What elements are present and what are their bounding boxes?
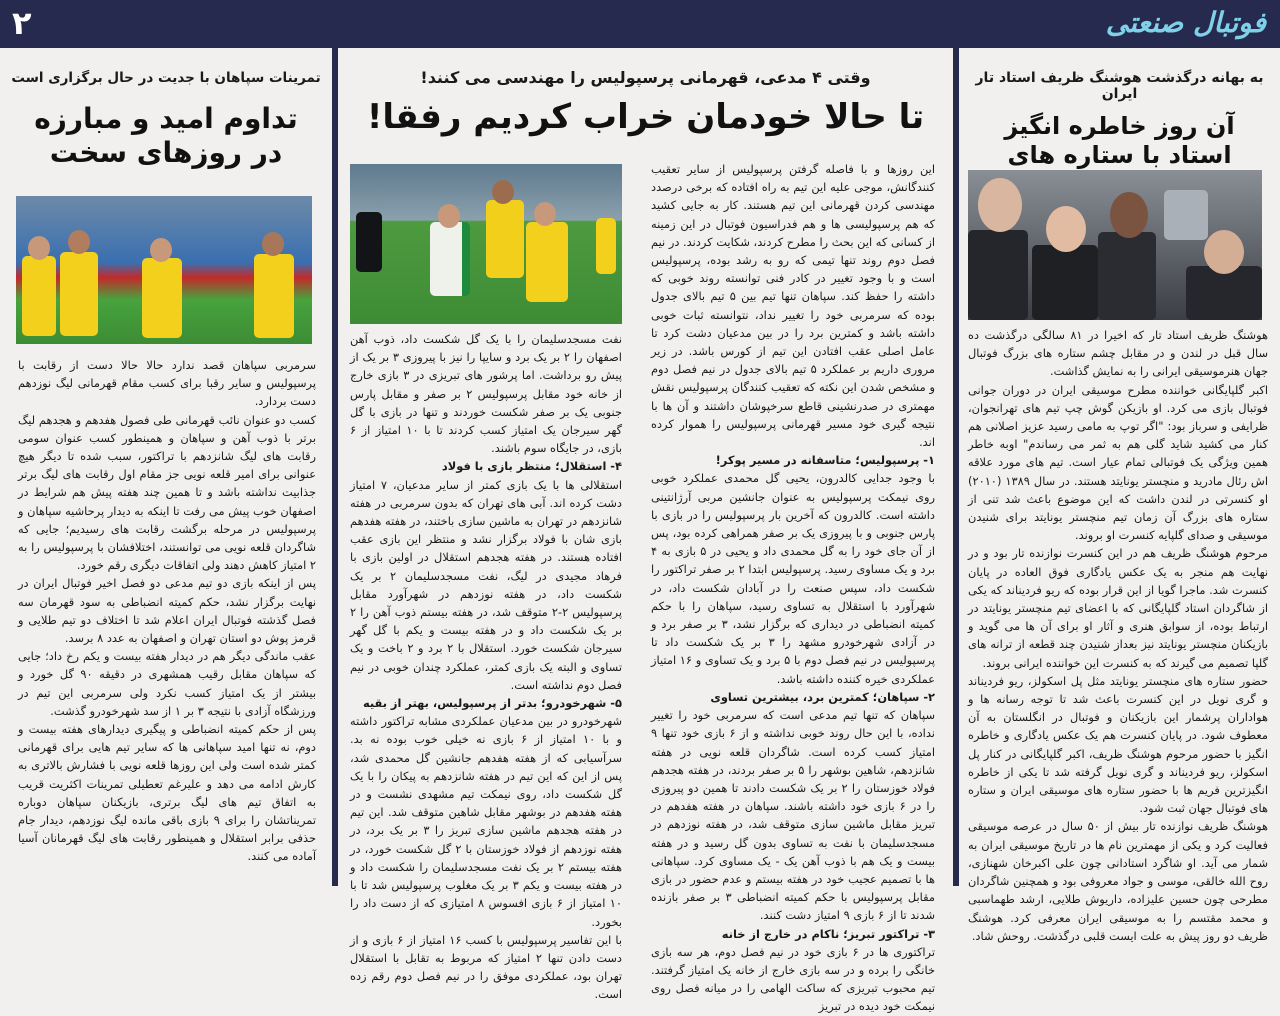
paragraph: سپاهان که تنها تیم مدعی است که سرمربی خود را تغییر نداده، با این حال روند خوبی نداشته و از ۶ بازی خود تنها ۹ امتیاز کسب کرده است. شاگردان قلعه نویی در هفته شانزدهم، شاهین بوشهر را ۵ بر صفر بردند، در هفته هجدهم فولاد خوزستان را ۲ بر یک شکست دادند تا همین دو پیروزی را در ۶ بازی خود داشته باشند. سپاهان در هفته هفدهم در تبریز مقابل ماشین سازی متوقف شد، در هفته نوزدهم در مسجدسلیمان با نفت به تساوی بدون گل رسید و در هفته بیست و یک هم با ذوب آهن یک - یک مساوی کرد. سپاهانی ها با تصمیم عجیب خود در هفته بیستم و عدم حضور در بازی مقابل پرسپولیس با حکم کمیته انضباطی ۳ بر صفر بازنده شدند تا از ۶ بازی ۹ امتیاز دشت کنند. (651, 708, 935, 923)
paragraph: استقلالی ها با یک بازی کمتر از سایر مدعیان، ۷ امتیاز دشت کرده اند. آبی های تهران که بدون سرمربی در هفته شانزدهم در تهران به ماشین سازی باختند، در هفته هفدهم بازی شان با فولاد برگزار نشد و منتظر این بازی عقب افتاده هستند. در هفته هجدهم استقلال در اولین بازی با فرهاد مجیدی در لیگ، نفت مسجدسلیمان ۲ بر یک شکست داد، در هفته نوزدهم در شهرآورد مقابل پرسپولیس ۲-۲ متوقف شد، در هفته بیستم ذوب آهن را ۲ بر یک شکست داد و در هفته بیست و یکم با گل گهر سیرجان شکست خورد. استقلال با ۲ برد و ۲ باخت و یک تساوی و البته یک بازی کمتر، عملکرد چندان خوبی در نیم فصل دوم نداشته است. (350, 477, 623, 692)
photo-zarif-footballers (968, 170, 1262, 320)
article-kicker: وقتی ۴ مدعی، قهرمانی پرسپولیس را مهندسی می کنند! (420, 68, 871, 87)
article-kicker: به بهانه درگذشت هوشنگ ظریف استاد تار ایران (975, 70, 1264, 102)
subheading: ۴- استقلال؛ منتظر بازی با فولاد (441, 459, 622, 474)
article-kicker: تمرینات سپاهان با جدیت در حال برگزاری است (11, 70, 321, 86)
article-headline: تا حالا خودمان خراب کردیم رفقا! (366, 97, 925, 137)
subheading: ۲- سپاهان؛ کمترین برد، بیشترین تساوی (710, 689, 935, 704)
paragraph: هوشنگ ظریف استاد تار که اخیرا در ۸۱ سالگی درگذشت ده سال قبل در لندن و در مقابل چشم ستاره های بزرگ فوتبال جهان هنرموسیقی ایرانی را به نمایش گذاشت. (968, 328, 1268, 379)
article-body-right (651, 160, 935, 1016)
subheading: ۱- پرسپولیس؛ متاسفانه در مسیر پوکر! (715, 453, 935, 468)
paragraph: حضور ستاره های منچستر یونایتد مثل پل اسکولز، ریو فردیناند و گری نویل در این کنسرت باعث شد تا توجه رسانه ها و هواداران پرشمار این بازیکنان و فوتبال در انگلستان به آن معطوف شود. در پایان کنسرت هم یک عکس یادگاری و خاطره انگیز با حضور مرحوم هوشنگ ظریف، اکبر گلپایگانی در کنار پل اسکولز، ریو فردیناند و گری نویل گرفته شد تا یکی از خاطره انگیزترین فریم ها با حضور ستاره های موسیقی ایران و ستاره های فوتبال جهان ثبت شود. (968, 673, 1268, 816)
subheading: ۳- تراکتور تبریز؛ ناکام در خارج از خانه (721, 926, 935, 941)
article-body (18, 356, 316, 866)
paragraph: پس از اینکه بازی دو تیم مدعی دو فصل اخیر فوتبال ایران در نهایت برگزار نشد، حکم کمیته انضباطی به سود قهرمان سه فصل گذشته فوتبال ایران اعلام شد تا اختلاف دو تیم طلایی و قرمز پوش دو استان تهران و اصفهان به عدد ۸ برسد. (18, 576, 316, 646)
article-body (968, 326, 1268, 945)
paragraph: عقب ماندگی دیگر هم در دیدار هفته بیست و یکم رخ داد؛ جایی که سپاهان مقابل رقیب همشهری در دقیقه ۹۰ گل خورد و بیشتر از یک امتیاز کسب نکرد ولی سرمربی این تیم در ورزشگاه آزادی با نتیجه ۳ بر ۱ از سد شهرخودرو گذشت. (18, 649, 316, 718)
article-headline: تداوم امید و مبارزه در روزهای سخت (34, 102, 298, 169)
photo-sepahan-players (16, 196, 312, 344)
paragraph: با این تفاسیر پرسپولیس با کسب ۱۶ امتیاز از ۶ بازی و از دست دادن تنها ۲ امتیاز که مربوط به تقابل با استقلال تهران بود، عملکردی موفق را در نیم فصل دوم رقم زده است. (350, 932, 622, 1002)
paragraph: نفت مسجدسلیمان را با یک گل شکست داد، ذوب آهن اصفهان را ۲ بر یک برد و سایپا را نیز با پیروزی ۳ بر یک از پیش رو برداشت. اما پرشور های تبریزی در ۳ بازی خارج از خانه خود مقابل پرسپولیس ۲ بر صفر و مقابل پارس جنوبی یک بر صفر شکست خوردند و تنها در بازی با گل گهر سیرجان یک امتیاز کسب کردند تا با ۱۰ امتیاز از ۶ بازی، در جایگاه سوم باشند. (350, 332, 622, 456)
article-body-left (350, 330, 622, 1004)
article-persepolis (338, 48, 953, 1014)
paragraph: پس از حکم کمیته انضباطی و پیگیری دیدارهای هفته بیست و دوم، نه تنها امید سپاهانی ها که سایر تیم هایی برای قهرمانی کمتر شده است ولی این روزها قلعه نویی با فشارش بالاتری به کارش ادامه می دهد و علیرغم تعطیلی تمرینات اکثریت قریب به اتفاق تیم های لیگ برتری، بازیکنان سپاهان دوباره تمریناتشان را برای ۹ بازی باقی مانده لیگ نوزدهم، دیدار جام حذفی برابر استقلال و همینطور رقابت های لیگ قهرمانان آسیا آماده می کنند. (18, 722, 316, 864)
paragraph: شهرخودرو در بین مدعیان عملکردی مشابه تراکتور داشته و با ۱۰ امتیاز از ۶ بازی نه خیلی خوب بوده نه بد. سرآسیابی که از هفته هفدهم جانشین گل محمدی شد، پس از این که این تیم در هفته شانزدهم به پیکان را با یک گل شکست داد، روی نیمکت تیم مشهدی نشست و در هفته هفدهم در بوشهر مقابل شاهین متوقف شد. این تیم در هفته هجدهم ماشین سازی تبریز را ۳ بر یک برد، در هفته نوزدهم از فولاد خوزستان با ۲ گل شکست خورد، در هفته بیستم ۲ بر یک نفت مسجدسلیمان را شکست داد و در هفته بیست و یکم ۳ بر یک مغلوب پرسپولیس شد تا با ۱۰ امتیاز از ۶ بازی افسوس ۸ امتیازی که از دست داد را بخورد. (350, 714, 622, 929)
page-header (0, 0, 1280, 48)
paragraph: سرمربی سپاهان قصد ندارد حالا حالا دست از رقابت با پرسپولیس و سایر رقبا برای کسب مقام قهرمانی لیگ نوزدهم دست بردارد. (18, 358, 316, 409)
photo-match-action (350, 164, 622, 324)
paragraph: کسب دو عنوان نائب قهرمانی طی فصول هفدهم و هجدهم لیگ برتر با ذوب آهن و سپاهان و همینطور کسب عنوان سومی رقابت های لیگ شانزدهم با تراکتور، سبب شده تا دیگر هیچ عنوانی برای امیر قلعه نویی جز مقام اول رقابت های لیگ برتر جذابیت نداشته باشد و تا همین چند هفته پیش هم شرایط در اصفهان خوب پیش می رفت تا اینکه به دیدار پرحاشیه سپاهان و پرسپولیس در مرحله برگشت رقابت های رسیدیم؛ جایی که شاگردان قلعه نویی می توانستند، اختلافشان با پرسپولیس را به ۲ امتیاز کاهش دهند ولی اتفاقات دیگری رقم خورد. (18, 412, 316, 573)
article-zarif (959, 48, 1280, 943)
subheading: ۵- شهرخودرو؛ بدتر از پرسپولیس، بهتر از بقیه (362, 696, 622, 711)
paragraph: این روزها و با فاصله گرفتن پرسپولیس از سایر تعقیب کنندگانش، موجی علیه این تیم به راه افتاده که برخی درصدد مهندسی کردن قهرمانی این تیم هستند. کار به جایی کشید که هم پرسپولیسی ها و هم فدراسیون فوتبال در این زمینه از کسانی که این بحث را مطرح کردند، شکایت کردند. در نیم فصل دوم روند تنها تیمی که رو به رشد بوده، پرسپولیس است و با وجود تغییر در کادر فنی توانسته روند خوبی که داشته را حفظ کند. سپاهان تنها تیم بین ۵ تیم بالای جدول بوده که سرمربی خود را تغییر نداد، نتوانسته ثبات خوبی داشته باشد و کمترین برد را در بین مدعیان دشت کرد تا عامل اصلی عقب افتادن این تیم از کورس باشد. در زیر مروری داریم بر عملکرد ۵ تیم بالای جدول در نیم فصل دوم و مشخص شدن این نکته که تعقیب کنندگان پرسپولیس نقش مهمتری در صدرنشینی قاطع سرخپوشان داشتند و آن ها با نتیجه گیری خود مسیر قهرمانی پرسپولیس را هموار کرده اند. (651, 162, 936, 450)
page-number: ۲ (12, 4, 32, 42)
publication-logo: فوتبال صنعتی (1105, 6, 1266, 39)
article-headline: آن روز خاطره انگیز استاد با ستاره های (1004, 112, 1235, 169)
paragraph: تراکتوری ها در ۶ بازی خود در نیم فصل دوم، هر سه بازی خانگی را برده و در سه بازی خارج از خانه یک امتیاز گرفتند. تیم محبوب تبریزی که ساکت الهامی را در میانه فصل روی نیمکت خود دیده در تبریز (651, 944, 935, 1014)
paragraph: اکبر گلپایگانی خواننده مطرح موسیقی ایران در دوران جوانی فوتبال بازی می کرد. او بازیکن گوش چپ تیم های تهرانجوان، ظرایفی و سرباز بود: "اگر توپ به مامی رسید عزیز اصلانی هم کنار می کشید شاید گلی هم به ثمر می رساندم" اوبه خاطر همین ویژگی یک فوتبالی تمام عیار است. تیم های مورد علاقه اش رئال مادرید و منچستر یونایتد هستند. در سال ۱۳۸۹ (۲۰۱۰) او کنسرتی در لندن داشت که این موضوع باعث شد تنی از ستاره های بزرگ آن زمان تیم منچستر یونایتد برای شنیدن موسیقی و صدای گلپایه کنسرت او بروند. (968, 382, 1268, 543)
article-sepahan (0, 48, 332, 886)
paragraph: هوشنگ ظریف نوازنده تار بیش از ۵۰ سال در عرصه موسیقی فعالیت کرد و یکی از مهمترین نام ها در تاریخ موسیقی ایران به شمار می آید. او شاگرد استادانی چون علی اکبرخان شهنازی، روح الله خالقی، موسی و جواد معروفی بود و همچنین شاگردان مطرحی چون حسین علیزاده، داریوش طلایی، ارشد طهماسبی و محمد مقتسم را به موسیقی ایران معرفی کرد. هوشنگ ظریف دو روز پیش به علت ایست قلبی درگذشت. روحش شاد. (968, 819, 1268, 943)
paragraph: مرحوم هوشنگ ظریف هم در این کنسرت نوازنده تار بود و در نهایت هم منجر به یک عکس یادگاری فوق العاده در پایان کنسرت شد. ماجرا گویا از این قرار بوده که ریو فردیناند که یکی از شاگردان استاد گلپایگانی که با اعضای تیم منچستر یونایتد در ارتباط بوده، از سوابق هنری و آثار او برای آن ها می گوید و بازیکنان منچستر یونایتد نیز بعداز شنیدن چند قطعه از ترانه های گلپا تصمیم می گیرند که به کنسرت این خواننده ایرانی بروند. (968, 546, 1268, 670)
paragraph: با وجود جدایی کالدرون، یحیی گل محمدی عملکرد خوبی روی نیمکت پرسپولیس به عنوان جانشین مربی آرژانتینی داشته است. کالدرون که آخرین بار پرسپولیس را در بازی با پارس جنوبی و با پیروزی یک بر صفر همراهی کرده بود، پس از آن جای خود را به گل محمدی داد و یحیی در ۵ بازی به ۴ برد و یک مساوی رسید. پرسپولیس ابتدا ۲ بر صفر تراکتور را شکست داد، سپس صنعت را در آبادان شکست داد، در شهرآورد با استقلال به تساوی رسید، سپاهان را با حکم کمیته انضباطی در دیداری که برگزار نشد، ۳ بر صفر برد و در آزادی شهرخودرو مشهد را ۳ بر یک شکست داد تا پرسپولیس در نیم فصل دوم با ۵ برد و یک تساوی و ۱۶ امتیاز عملکردی خیره کننده داشته باشد. (651, 471, 936, 686)
